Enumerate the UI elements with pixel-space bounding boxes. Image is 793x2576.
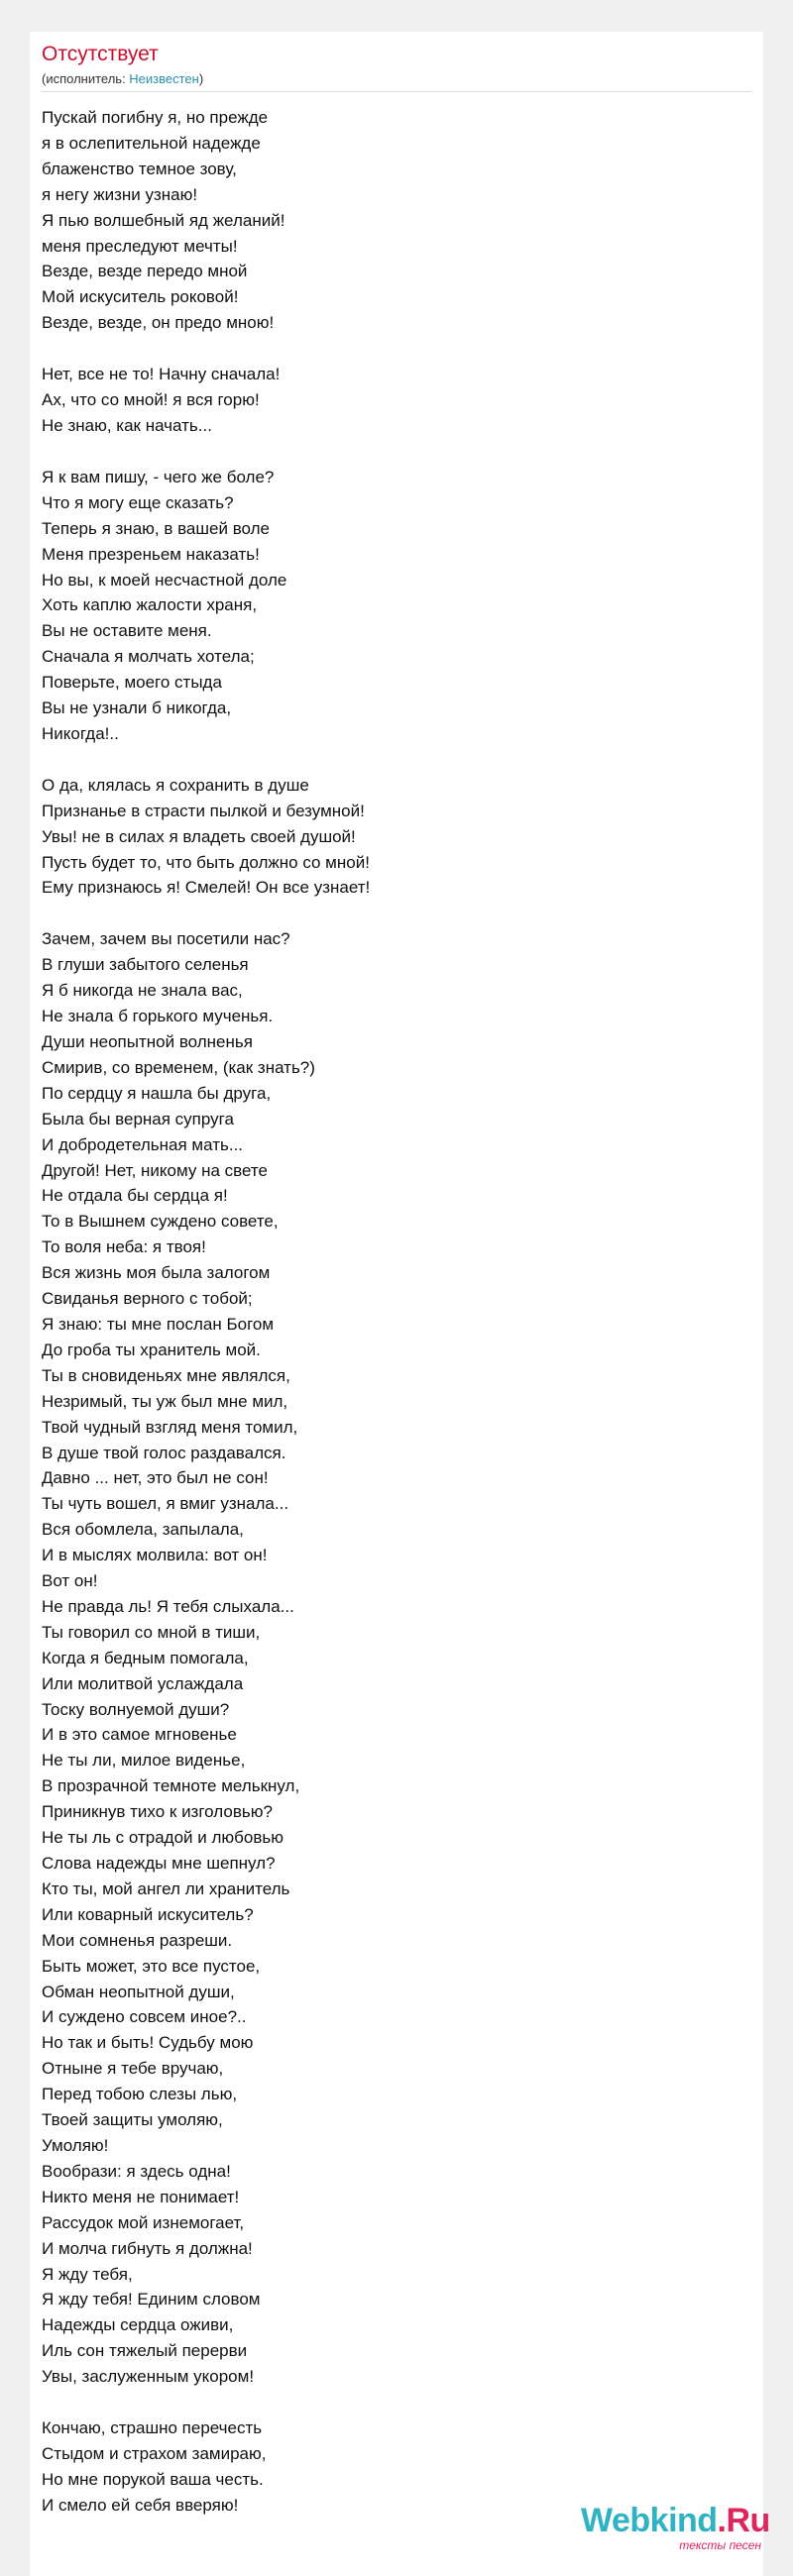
lyric-line: Другой! Нет, никому на свете — [42, 1160, 268, 1180]
lyric-line: я в ослепительной надежде — [42, 133, 261, 153]
lyric-line: Пусть будет то, что быть должно со мной! — [42, 852, 370, 872]
lyric-line: Не ты ли, милое виденье, — [42, 1751, 246, 1771]
lyric-line: Давно ... нет, это был не сон! — [42, 1468, 269, 1488]
lyric-line: Пускай погибну я, но прежде — [42, 108, 269, 127]
lyric-line: Вы не оставите меня. — [42, 621, 212, 641]
lyric-line: Я жду тебя! Единим словом — [42, 2290, 261, 2309]
lyric-line: И в это самое мгновенье — [42, 1725, 237, 1745]
lyric-line: Что я могу еще сказать? — [42, 492, 234, 512]
lyric-line: Поверьте, моего стыда — [42, 673, 222, 693]
lyric-line: Твой чудный взгляд меня томил, — [42, 1417, 298, 1437]
lyric-line: Меня презреньем наказать! — [42, 544, 260, 564]
lyrics-body — [42, 105, 736, 2544]
lyric-line: По сердцу я нашла бы друга, — [42, 1083, 272, 1103]
lyric-line: Вот он! — [42, 1571, 98, 1591]
lyric-line: Мой искуситель роковой! — [42, 287, 239, 307]
lyric-line: Твоей защиты умоляю, — [42, 2110, 223, 2130]
lyrics-stanza — [42, 105, 736, 336]
lyric-line: Надежды сердца оживи, — [42, 2315, 234, 2335]
lyric-line: Кончаю, страшно перечесть — [42, 2418, 263, 2438]
lyric-line: Зачем, зачем вы посетили нас? — [42, 929, 290, 949]
lyric-line: Но мне порукой ваша честь. — [42, 2469, 264, 2489]
lyric-line: Но так и быть! Судьбу мою — [42, 2033, 254, 2053]
lyric-line: Не знала б горького мученья. — [42, 1007, 274, 1026]
lyric-line: Отныне я тебе вручаю, — [42, 2059, 224, 2079]
lyric-line: И суждено совсем иное?.. — [42, 2007, 247, 2027]
artist-link[interactable]: Неизвестен — [129, 71, 199, 86]
lyric-line: О да, клялась я сохранить в душе — [42, 775, 309, 795]
lyric-line: Никогда!.. — [42, 723, 119, 743]
lyric-line: Иль сон тяжелый перерви — [42, 2341, 248, 2361]
lyric-line: Перед тобою слезы лью, — [42, 2085, 238, 2104]
lyric-line: меня преследуют мечты! — [42, 236, 238, 256]
byline-prefix: (исполнитель: — [42, 71, 130, 86]
lyric-line: В прозрачной темноте мелькнул, — [42, 1776, 300, 1796]
song-title: Отсутствует — [42, 43, 159, 65]
lyric-line: Души неопытной волненья — [42, 1032, 253, 1051]
lyric-line: Ему признаюсь я! Смелей! Он все узнает! — [42, 878, 371, 898]
lyric-line: То в Вышнем суждено совете, — [42, 1212, 279, 1232]
lyrics-card — [30, 32, 763, 2576]
lyric-line: Увы, заслуженным укором! — [42, 2367, 255, 2387]
lyric-line: Ты в сновиденьях мне являлся, — [42, 1365, 290, 1385]
lyric-line: Вообрази: я здесь одна! — [42, 2161, 231, 2181]
webkind-logo[interactable] — [581, 2501, 770, 2556]
lyric-line: Быть может, это все пустое, — [42, 1956, 261, 1976]
lyric-line: Рассудок мой изнемогает, — [42, 2212, 245, 2232]
lyric-line: До гроба ты хранитель мой. — [42, 1340, 261, 1359]
lyric-line: Не отдала бы сердца я! — [42, 1186, 228, 1206]
lyric-line: И добродетельная мать... — [42, 1134, 244, 1154]
lyric-line: Стыдом и страхом замираю, — [42, 2443, 267, 2463]
lyrics-stanza — [42, 926, 736, 2390]
lyric-line: Мои сомненья разреши. — [42, 1930, 233, 1950]
lyric-line: Хоть каплю жалости храня, — [42, 595, 258, 615]
logo-tagline: тексты песен — [679, 2538, 761, 2552]
lyric-line: В душе твой голос раздавался. — [42, 1443, 286, 1462]
lyric-line: То воля неба: я твоя! — [42, 1237, 206, 1257]
lyric-line: Ты говорил со мной в тиши, — [42, 1622, 261, 1642]
lyric-line: Смирив, со временем, (как знать?) — [42, 1057, 315, 1077]
lyric-line: Везде, везде передо мной — [42, 262, 248, 281]
lyric-line: Не ты ль с отрадой и любовью — [42, 1828, 283, 1848]
lyric-line: Обман неопытной души, — [42, 1982, 235, 2001]
lyric-line: блаженство темное зову, — [42, 159, 237, 178]
lyric-line: Сначала я молчать хотела; — [42, 647, 255, 667]
logo-tld: .Ru — [717, 2502, 770, 2539]
lyric-line: Приникнув тихо к изголовью? — [42, 1802, 273, 1822]
lyric-line: Была бы верная супруга — [42, 1109, 234, 1128]
lyric-line: Я пью волшебный яд желаний! — [42, 210, 285, 230]
lyrics-stanza — [42, 773, 736, 902]
lyric-line: Свиданья верного с тобой; — [42, 1289, 253, 1309]
lyric-line: Я знаю: ты мне послан Богом — [42, 1314, 275, 1334]
lyric-line: Везде, везде, он предо мною! — [42, 313, 275, 333]
logo-wordmark — [581, 2501, 770, 2540]
byline-suffix: ) — [198, 71, 204, 86]
lyric-line: я негу жизни узнаю! — [42, 184, 198, 204]
lyric-line: Умоляю! — [42, 2135, 109, 2155]
lyric-line: И смело ей себя вверяю! — [42, 2495, 239, 2515]
lyric-line: И в мыслях молвила: вот он! — [42, 1546, 268, 1565]
title-divider — [42, 91, 751, 92]
lyric-line: Вся жизнь моя была залогом — [42, 1263, 271, 1283]
lyric-line: И молча гибнуть я должна! — [42, 2238, 253, 2258]
lyric-line: Тоску волнуемой души? — [42, 1699, 230, 1719]
lyric-line: Но вы, к моей несчастной доле — [42, 570, 287, 590]
lyric-line: Вся обомлела, запылала, — [42, 1520, 244, 1540]
lyric-line: Вы не узнали б никогда, — [42, 698, 232, 718]
lyric-line: Ты чуть вошел, я вмиг узнала... — [42, 1494, 289, 1514]
lyric-line: Признанье в страсти пылкой и безумной! — [42, 801, 365, 820]
logo-name: Webkind — [581, 2502, 718, 2539]
lyric-line: Слова надежды мне шепнул? — [42, 1854, 276, 1873]
lyric-line: Когда я бедным помогала, — [42, 1648, 249, 1667]
lyric-line: Не знаю, как начать... — [42, 415, 212, 435]
lyric-line: Или молитвой услаждала — [42, 1673, 244, 1693]
lyrics-stanza — [42, 465, 736, 747]
lyric-line: Кто ты, мой ангел ли хранитель — [42, 1878, 290, 1898]
lyric-line: Я жду тебя, — [42, 2264, 133, 2284]
lyric-line: В глуши забытого селенья — [42, 955, 249, 975]
lyrics-stanza — [42, 362, 736, 439]
lyric-line: Увы! не в силах я владеть своей душой! — [42, 826, 356, 846]
lyric-line: Никто меня не понимает! — [42, 2187, 240, 2206]
lyric-line: Или коварный искуситель? — [42, 1904, 254, 1924]
lyric-line: Нет, все не то! Начну сначала! — [42, 365, 281, 384]
lyric-line: Теперь я знаю, в вашей воле — [42, 518, 270, 538]
lyric-line: Незримый, ты уж был мне мил, — [42, 1391, 288, 1411]
lyric-line: Я б никогда не знала вас, — [42, 981, 243, 1001]
lyric-line: Ах, что со мной! я вся горю! — [42, 390, 260, 410]
lyric-line: Не правда ль! Я тебя слыхала... — [42, 1596, 294, 1616]
lyric-line: Я к вам пишу, - чего же боле? — [42, 467, 275, 486]
artist-byline — [42, 71, 203, 87]
